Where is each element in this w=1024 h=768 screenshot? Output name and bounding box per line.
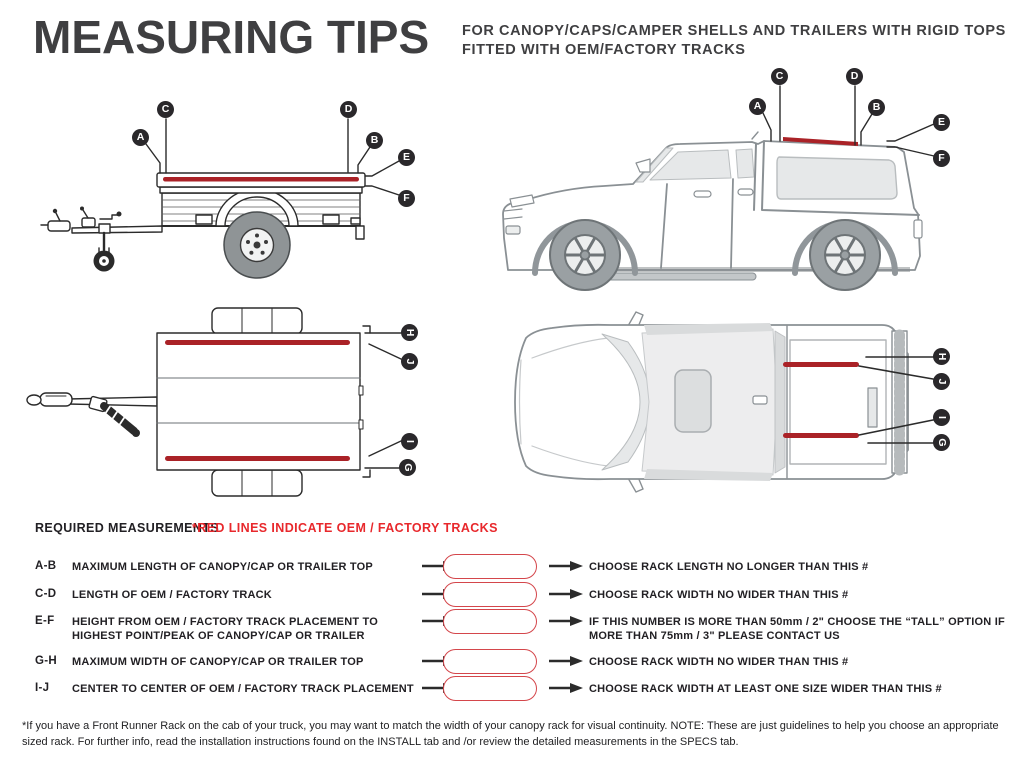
truck-top-diagram [490,300,1010,500]
truck-side-diagram [490,60,1010,295]
callout-badge-g: G [933,434,950,451]
measurement-description: MAXIMUM LENGTH OF CANOPY/CAP OR TRAILER TOP [72,561,373,573]
red-lines-note: *RED LINES INDICATE OEM / FACTORY TRACKS [192,521,498,535]
callout-badge-e: E [398,149,415,166]
callout-badge-h: H [401,324,418,341]
callout-badge-c: C [771,68,788,85]
measurement-id: C-D [35,588,57,600]
arrow-right-icon [549,615,583,627]
measurement-value-box [443,554,537,579]
trailer-top-diagram [20,300,460,500]
callout-lines [365,333,401,468]
measurement-id: A-B [35,560,57,572]
arrow-right-icon [549,682,583,694]
oem-track-line [783,362,859,367]
arrow-right-icon [549,560,583,572]
oem-track-line [163,177,359,182]
measurement-description: LENGTH OF OEM / FACTORY TRACK [72,589,272,601]
page-subtitle [462,22,1006,60]
oem-track-line [165,340,350,345]
callout-badge-b: B [868,99,885,116]
footnote: *If you have a Front Runner Rack on the cab of your truck, you may want to match the width of your canopy rack for visual continuity. NOTE: These are just guidelines to help you choose an appropriate sized rack. For further info, read the installation instructions found on the INSTALL tab and /or review the detailed measurements in the SPECS tab. [22,720,999,748]
callout-badge-b: B [366,132,383,149]
trailer-top-illustration [20,300,460,500]
callout-badge-f: F [398,190,415,207]
measurement-id: E-F [35,615,55,627]
callout-badge-i: I [401,433,418,450]
measurement-row-ij [0,676,1024,710]
subtitle-line-1: FOR CANOPY/CAPS/CAMPER SHELLS AND TRAILERS WITH RIGID TOPS [462,23,1006,39]
measurement-description: CENTER TO CENTER OF OEM / FACTORY TRACK PLACEMENT [72,683,414,695]
trailer-side-diagram [20,88,460,303]
oem-track-line [165,456,350,461]
callout-badge-i: I [933,409,950,426]
callout-badge-e: E [933,114,950,131]
measurement-row-ef [0,609,1024,649]
measurement-id: G-H [35,655,57,667]
subtitle-line-2: FITTED WITH OEM/FACTORY TRACKS [462,42,746,58]
page-title: MEASURING TIPS [33,11,430,63]
oem-track-line [783,433,859,438]
callout-badge-a: A [749,98,766,115]
measurement-instruction: IF THIS NUMBER IS MORE THAN 50mm / 2" CHOOSE THE “TALL” OPTION IF MORE THAN 75mm / 3" PLEASE CONTACT US [589,616,1005,642]
measurement-description: MAXIMUM WIDTH OF CANOPY/CAP OR TRAILER TOP [72,656,364,668]
arrow-right-icon [549,588,583,600]
callout-badge-a: A [132,129,149,146]
callout-badge-j: J [401,353,418,370]
measurement-instruction: CHOOSE RACK WIDTH AT LEAST ONE SIZE WIDER THAN THIS # [589,683,942,695]
measurement-value-box [443,676,537,701]
callout-badge-j: J [933,373,950,390]
measurement-value-box [443,649,537,674]
callout-badge-d: D [846,68,863,85]
callout-badge-g: G [399,459,416,476]
measurement-id: I-J [35,682,50,694]
measurement-instruction: CHOOSE RACK WIDTH NO WIDER THAN THIS # [589,656,849,668]
callout-badge-d: D [340,101,357,118]
required-measurements-heading: REQUIRED MEASUREMENTS [35,521,220,535]
measurement-description: HEIGHT FROM OEM / FACTORY TRACK PLACEMENT TO HIGHEST POINT/PEAK OF CANOPY/CAP OR TRAILER [72,616,379,642]
truck-side-illustration [490,60,1010,295]
trailer-side-illustration [20,88,460,303]
callout-badge-f: F [933,150,950,167]
callout-badge-h: H [933,348,950,365]
callout-badge-c: C [157,101,174,118]
measurement-value-box [443,609,537,634]
measurement-instruction: CHOOSE RACK LENGTH NO LONGER THAN THIS # [589,561,869,573]
measurement-value-box [443,582,537,607]
truck-top-illustration [490,300,1010,500]
measurement-instruction: CHOOSE RACK WIDTH NO WIDER THAN THIS # [589,589,849,601]
arrow-right-icon [549,655,583,667]
